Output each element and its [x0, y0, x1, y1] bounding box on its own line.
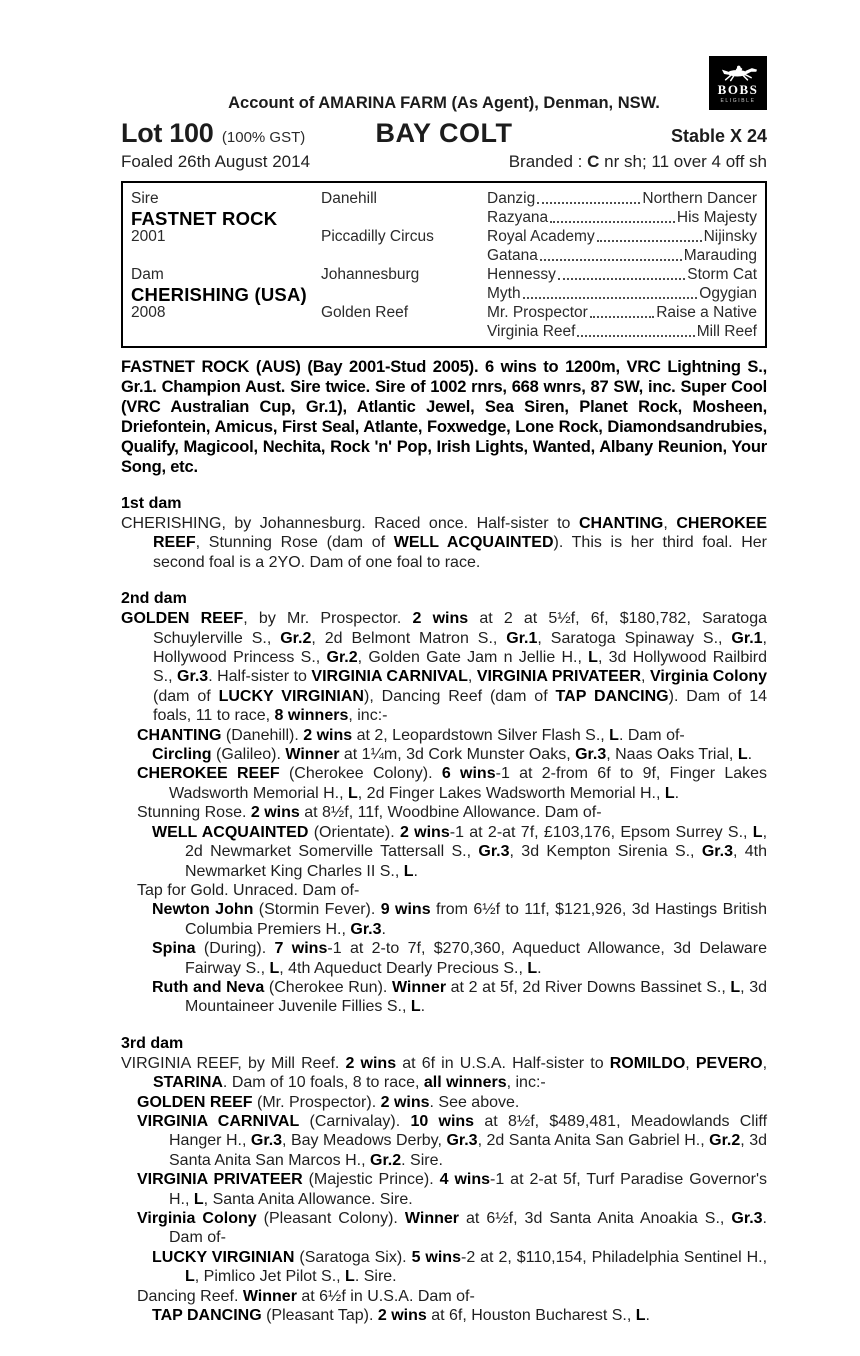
pedigree-gen3-row	[487, 227, 757, 246]
ancestor-name: Storm Cat	[687, 266, 757, 283]
pedigree-gen3-row	[487, 322, 757, 341]
leader-dots	[577, 335, 694, 337]
pedigree-gen3-row	[487, 246, 757, 265]
pedigree-paragraph: Dancing Reef. Winner at 6½f in U.S.A. Dam of-	[137, 1287, 475, 1305]
leader-dots	[550, 221, 675, 223]
pedigree-paragraph: TAP DANCING (Pleasant Tap). 2 wins at 6f, Houston Bucharest S., L.	[152, 1307, 650, 1325]
pedigree-paragraph: VIRGINIA PRIVATEER (Majestic Prince). 4 wins-1 at 2-at 5f, Turf Paradise Governor's H., L, Santa Anita Allowance. Sire.	[137, 1171, 768, 1208]
ancestor-name: Razyana	[487, 209, 549, 226]
pedigree-gen3-row	[487, 208, 757, 227]
dam-section-heading: 1st dam	[121, 495, 182, 512]
pedigree-paragraph: LUCKY VIRGINIAN (Saratoga Six). 5 wins-2 at 2, $110,154, Philadelphia Sentinel H., L, Pimlico Jet Pilot S., L. Sire.	[152, 1248, 768, 1286]
bobs-logo-subtitle: ELIGIBLE	[720, 97, 756, 104]
pedigree-paragraph: CHERISHING, by Johannesburg. Raced once. Half-sister to CHANTING, CHEROKEE REEF, Stunning Rose (dam of WELL ACQUAINTED). This is her third foal. Her second foal is a 2YO. Dam of one foal to race.	[121, 515, 768, 571]
gst-note: (100% GST)	[221, 129, 306, 146]
pedigree-paragraph: CHEROKEE REEF (Cherokee Colony). 6 wins-1 at 2-from 6f to 9f, Finger Lakes Wadsworth Memorial H., L, 2d Finger Lakes Wadsworth Memorial H., L.	[137, 765, 768, 802]
dam-section	[121, 589, 767, 1017]
page-content	[121, 54, 767, 1325]
pedigree-paragraph: Virginia Colony (Pleasant Colony). Winner at 6½f, 3d Santa Anita Anoakia S., Gr.3. Dam of-	[137, 1210, 767, 1247]
dam-section-heading: 3rd dam	[121, 1034, 184, 1052]
sire-summary: FASTNET ROCK (AUS) (Bay 2001-Stud 2005). 6 wins to 1200m, VRC Lightning S., Gr.1. Champion Aust. Sire twice. Sire of 1002 rnrs, 668 wnrs, 87 SW, inc. Super Cool (VRC Australian Cup, Gr.1), Atlantic Jewel, Sea Siren, Planet Rock, Mosheen, Driefontein, Amicus, First Seal, Atlante, Foxwedge, Lone Rock, Diamondsandrubies, Qualify, Magicool, Nechita, Rock 'n' Pop, Irish Lights, Wanted, Albany Reunion, Your Song, etc.	[121, 358, 767, 476]
ancestor-name: Marauding	[683, 247, 757, 264]
branded-line	[509, 152, 767, 172]
ancestor-name: Ogygian	[699, 285, 757, 302]
ancestor-name: Gatana	[487, 247, 538, 264]
horse-description: BAY COLT	[375, 118, 513, 148]
foaled-row	[121, 152, 767, 172]
ancestor-name: Raise a Native	[656, 304, 757, 321]
pedigree-gen3	[487, 189, 757, 341]
foaled-date: Foaled 26th August 2014	[121, 152, 311, 171]
dam-year: 2008	[131, 304, 166, 321]
ancestor-name: Virginia Reef	[487, 323, 576, 340]
pedigree-gen1-2	[131, 189, 487, 341]
ancestor-name: Danzig	[487, 190, 536, 207]
pedigree-paragraph: Tap for Gold. Unraced. Dam of-	[137, 881, 360, 899]
stable-number: Stable X 24	[670, 126, 767, 146]
ancestor-name: Nijinsky	[703, 228, 757, 245]
branded-suffix: nr sh; 11 over 4 off sh	[599, 152, 767, 171]
pedigree-paragraph: WELL ACQUAINTED (Orientate). 2 wins-1 at 2-at 7f, £103,176, Epsom Surrey S., L, 2d Newmarket Somerville Tattersall S., Gr.3, 3d Kempton Sirenia S., Gr.3, 4th Newmarket King Charles II S., L.	[152, 823, 768, 880]
pedigree-paragraph: Newton John (Stormin Fever). 9 wins from 6½f to 11f, $121,926, 3d Hastings British Columbia Premiers H., Gr.3.	[152, 901, 768, 938]
leader-dots	[597, 240, 702, 242]
dam-sections	[121, 494, 767, 1325]
pedigree-paragraph: Stunning Rose. 2 wins at 8½f, 11f, Woodbine Allowance. Dam of-	[137, 804, 602, 822]
sire-parent-1: Danehill	[321, 190, 378, 207]
sire-parent-2: Piccadilly Circus	[321, 228, 434, 245]
ancestor-name: Mill Reef	[696, 323, 757, 340]
dam-section	[121, 494, 767, 572]
pedigree-paragraph: CHANTING (Danehill). 2 wins at 2, Leopardstown Silver Flash S., L. Dam of-	[137, 726, 685, 744]
pedigree-gen3-row	[487, 265, 757, 284]
dam-section-heading: 2nd dam	[121, 590, 187, 608]
lot-left	[121, 118, 336, 149]
pedigree-gen3-row	[487, 284, 757, 303]
lot-row	[121, 118, 767, 149]
dam-label: Dam	[131, 266, 164, 283]
bobs-logo-title: BOBS	[717, 81, 759, 97]
ancestor-name: Hennessy	[487, 266, 556, 283]
branded-prefix: Branded :	[508, 152, 588, 171]
dam-section	[121, 1034, 767, 1326]
dam-parent-2: Golden Reef	[321, 304, 409, 321]
ancestor-name: Myth	[487, 285, 521, 302]
pedigree-paragraph: Circling (Galileo). Winner at 1¼m, 3d Cork Munster Oaks, Gr.3, Naas Oaks Trial, L.	[152, 746, 753, 764]
pedigree-paragraph: GOLDEN REEF (Mr. Prospector). 2 wins. See above.	[137, 1093, 520, 1111]
pedigree-gen3-row	[487, 303, 757, 322]
pedigree-table	[121, 181, 767, 348]
leader-dots	[558, 278, 685, 280]
lot-number: Lot 100	[121, 118, 214, 148]
pedigree-paragraph: Ruth and Neva (Cherokee Run). Winner at 2 at 5f, 2d River Downs Bassinet S., L, 3d Mountaineer Juvenile Fillies S., L.	[152, 978, 768, 1016]
pedigree-paragraph: VIRGINIA CARNIVAL (Carnivalay). 10 wins at 8½f, $489,481, Meadowlands Cliff Hanger H., Gr.3, Bay Meadows Derby, Gr.3, 2d Santa Anita San Gabriel H., Gr.2, 3d Santa Anita San Marcos H., Gr.2. Sire.	[137, 1112, 768, 1169]
leader-dots	[590, 316, 654, 318]
ancestor-name: His Majesty	[676, 209, 757, 226]
dam-name: CHERISHING (USA)	[131, 284, 307, 305]
sire-label: Sire	[131, 190, 159, 207]
ancestor-name: Northern Dancer	[642, 190, 757, 207]
leader-dots	[537, 202, 640, 204]
ancestor-name: Royal Academy	[487, 228, 595, 245]
pedigree-paragraph: Spina (During). 7 wins-1 at 2-to 7f, $270,360, Aqueduct Allowance, 3d Delaware Fairway S., L, 4th Aqueduct Dearly Precious S., L.	[152, 940, 767, 977]
ancestor-name: Mr. Prospector	[487, 304, 588, 321]
pedigree-paragraph: VIRGINIA REEF, by Mill Reef. 2 wins at 6f in U.S.A. Half-sister to ROMILDO, PEVERO, STARINA. Dam of 10 foals, 8 to race, all winners, inc:-	[121, 1054, 768, 1092]
leader-dots	[540, 259, 682, 261]
pedigree-paragraph: GOLDEN REEF, by Mr. Prospector. 2 wins at 2 at 5½f, 6f, $180,782, Saratoga Schuylerville S., Gr.2, 2d Belmont Matron S., Gr.1, Saratoga Spinaway S., Gr.1, Hollywood Princess S., Gr.2, Golden Gate Jam n Jellie H., L, 3d Hollywood Railbird S., Gr.3. Half-sister to VIRGINIA CARNIVAL, VIRGINIA PRIVATEER, Virginia Colony (dam of LUCKY VIRGINIAN), Dancing Reef (dam of TAP DANCING). Dam of 14 foals, 11 to race, 8 winners, inc:-	[121, 610, 768, 725]
brand-letter: C	[587, 152, 600, 171]
horse-jockey-icon	[715, 63, 761, 82]
bobs-logo	[709, 56, 767, 110]
dam-parent-1: Johannesburg	[321, 266, 420, 283]
leader-dots	[523, 297, 698, 299]
pedigree-gen3-row	[487, 189, 757, 208]
sire-name: FASTNET ROCK	[131, 208, 278, 229]
account-line: Account of AMARINA FARM (As Agent), Denman, NSW.	[228, 94, 660, 112]
sire-year: 2001	[131, 228, 166, 245]
